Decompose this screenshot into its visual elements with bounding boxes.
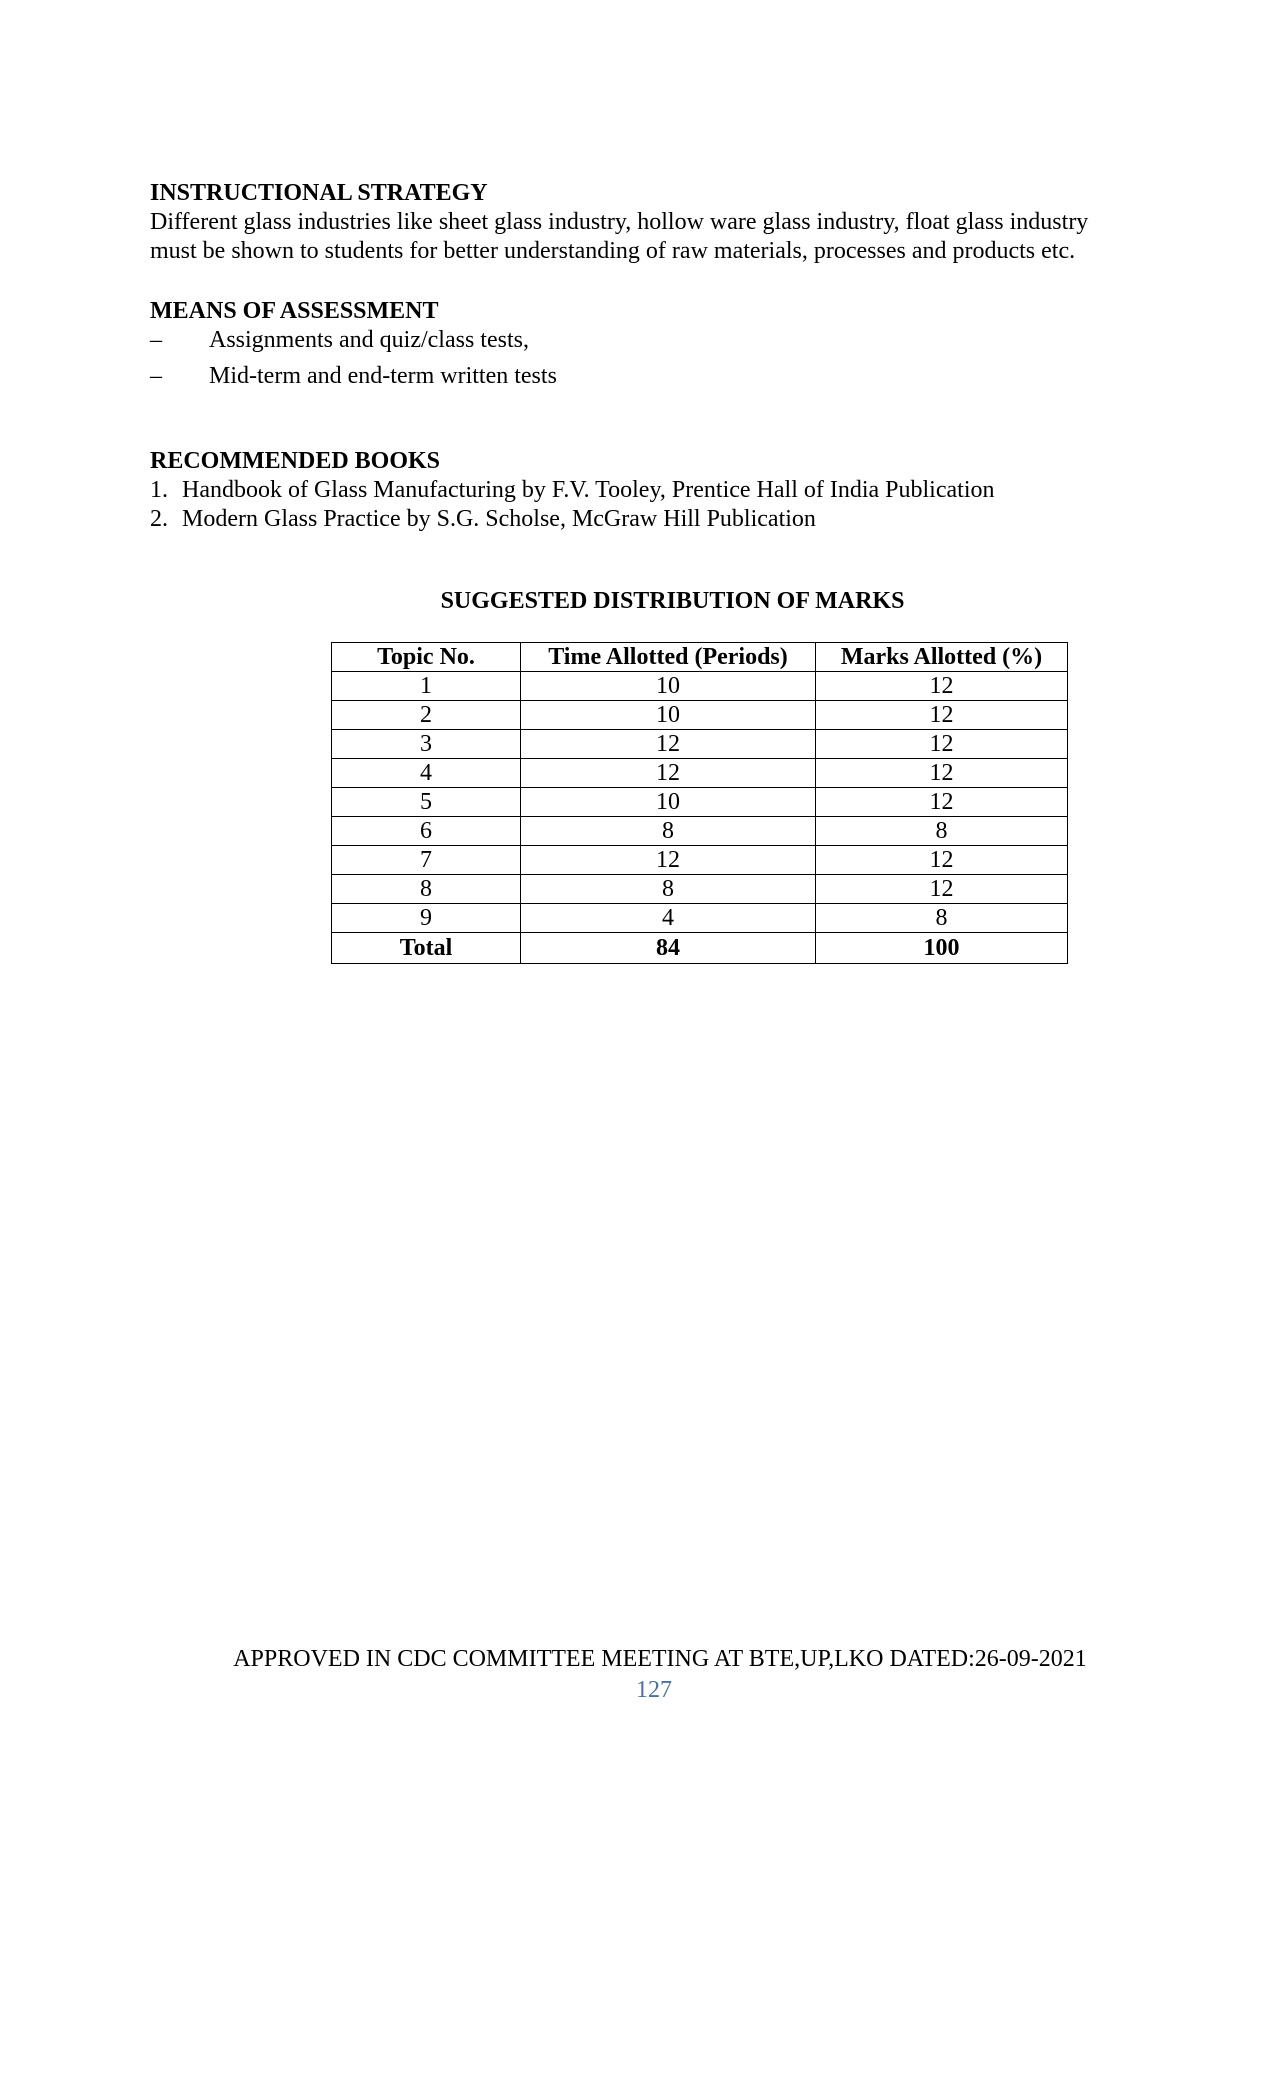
table-row — [332, 672, 1068, 701]
dash-marker: – — [150, 327, 162, 353]
table-cell: 10 — [521, 701, 816, 730]
instructional-strategy-line-2: must be shown to students for better understanding of raw materials, processes and products etc. — [150, 238, 1076, 264]
total-marks: 100 — [816, 933, 1068, 964]
table-cell: 1 — [332, 672, 521, 701]
list-item-text: Assignments and quiz/class tests, — [209, 327, 529, 353]
page-number: 127 — [636, 1677, 672, 1703]
table-cell: 5 — [332, 788, 521, 817]
table-total-row — [332, 933, 1068, 964]
instructional-strategy-line-1: Different glass industries like sheet glass industry, hollow ware glass industry, float glass industry — [150, 209, 1089, 235]
table-cell: 2 — [332, 701, 521, 730]
list-item-text: Modern Glass Practice by S.G. Scholse, McGraw Hill Publication — [182, 506, 816, 532]
books-list — [150, 476, 994, 534]
column-header-topic: Topic No. — [332, 643, 521, 672]
table-cell: 4 — [332, 759, 521, 788]
table-cell: 12 — [521, 759, 816, 788]
list-item-text: Mid-term and end-term written tests — [209, 363, 557, 389]
table-row — [332, 788, 1068, 817]
table-row — [332, 730, 1068, 759]
table-row — [332, 817, 1068, 846]
table-cell: 4 — [521, 904, 816, 933]
table-cell: 12 — [816, 701, 1068, 730]
table-row — [332, 846, 1068, 875]
table-cell: 12 — [816, 846, 1068, 875]
dash-marker: – — [150, 363, 162, 389]
table-row — [332, 904, 1068, 933]
column-header-time: Time Allotted (Periods) — [521, 643, 816, 672]
list-item-number: 1. — [150, 477, 168, 503]
table-cell: 12 — [816, 672, 1068, 701]
table-cell: 8 — [332, 875, 521, 904]
table-row — [332, 701, 1068, 730]
table-cell: 8 — [521, 817, 816, 846]
list-item-text: Handbook of Glass Manufacturing by F.V. Tooley, Prentice Hall of India Publication — [182, 477, 995, 503]
table-row — [332, 759, 1068, 788]
table-cell: 7 — [332, 846, 521, 875]
means-of-assessment-heading: MEANS OF ASSESSMENT — [150, 298, 439, 324]
table-row — [332, 875, 1068, 904]
table-cell: 12 — [816, 730, 1068, 759]
table-cell: 8 — [816, 904, 1068, 933]
table-cell: 10 — [521, 672, 816, 701]
table-cell: 12 — [521, 730, 816, 759]
total-label: Total — [332, 933, 521, 964]
approval-footer: APPROVED IN CDC COMMITTEE MEETING AT BTE,UP,LKO DATED:26-09-2021 — [233, 1646, 1087, 1672]
instructional-strategy-text — [150, 208, 1160, 266]
table-cell: 9 — [332, 904, 521, 933]
table-cell: 8 — [816, 817, 1068, 846]
list-item-number: 2. — [150, 506, 168, 532]
table-title: SUGGESTED DISTRIBUTION OF MARKS — [440, 588, 905, 614]
instructional-strategy-heading: INSTRUCTIONAL STRATEGY — [150, 180, 488, 206]
table-cell: 12 — [816, 759, 1068, 788]
marks-distribution-table — [331, 642, 1068, 964]
table-cell: 12 — [816, 875, 1068, 904]
list-item — [150, 505, 994, 534]
table-cell: 6 — [332, 817, 521, 846]
table-cell: 10 — [521, 788, 816, 817]
table-cell: 8 — [521, 875, 816, 904]
column-header-marks: Marks Allotted (%) — [816, 643, 1068, 672]
table-cell: 12 — [816, 788, 1068, 817]
table-cell: 3 — [332, 730, 521, 759]
table-cell: 12 — [521, 846, 816, 875]
total-time: 84 — [521, 933, 816, 964]
table-header-row — [332, 643, 1068, 672]
list-item — [150, 476, 994, 505]
recommended-books-heading: RECOMMENDED BOOKS — [150, 448, 441, 474]
